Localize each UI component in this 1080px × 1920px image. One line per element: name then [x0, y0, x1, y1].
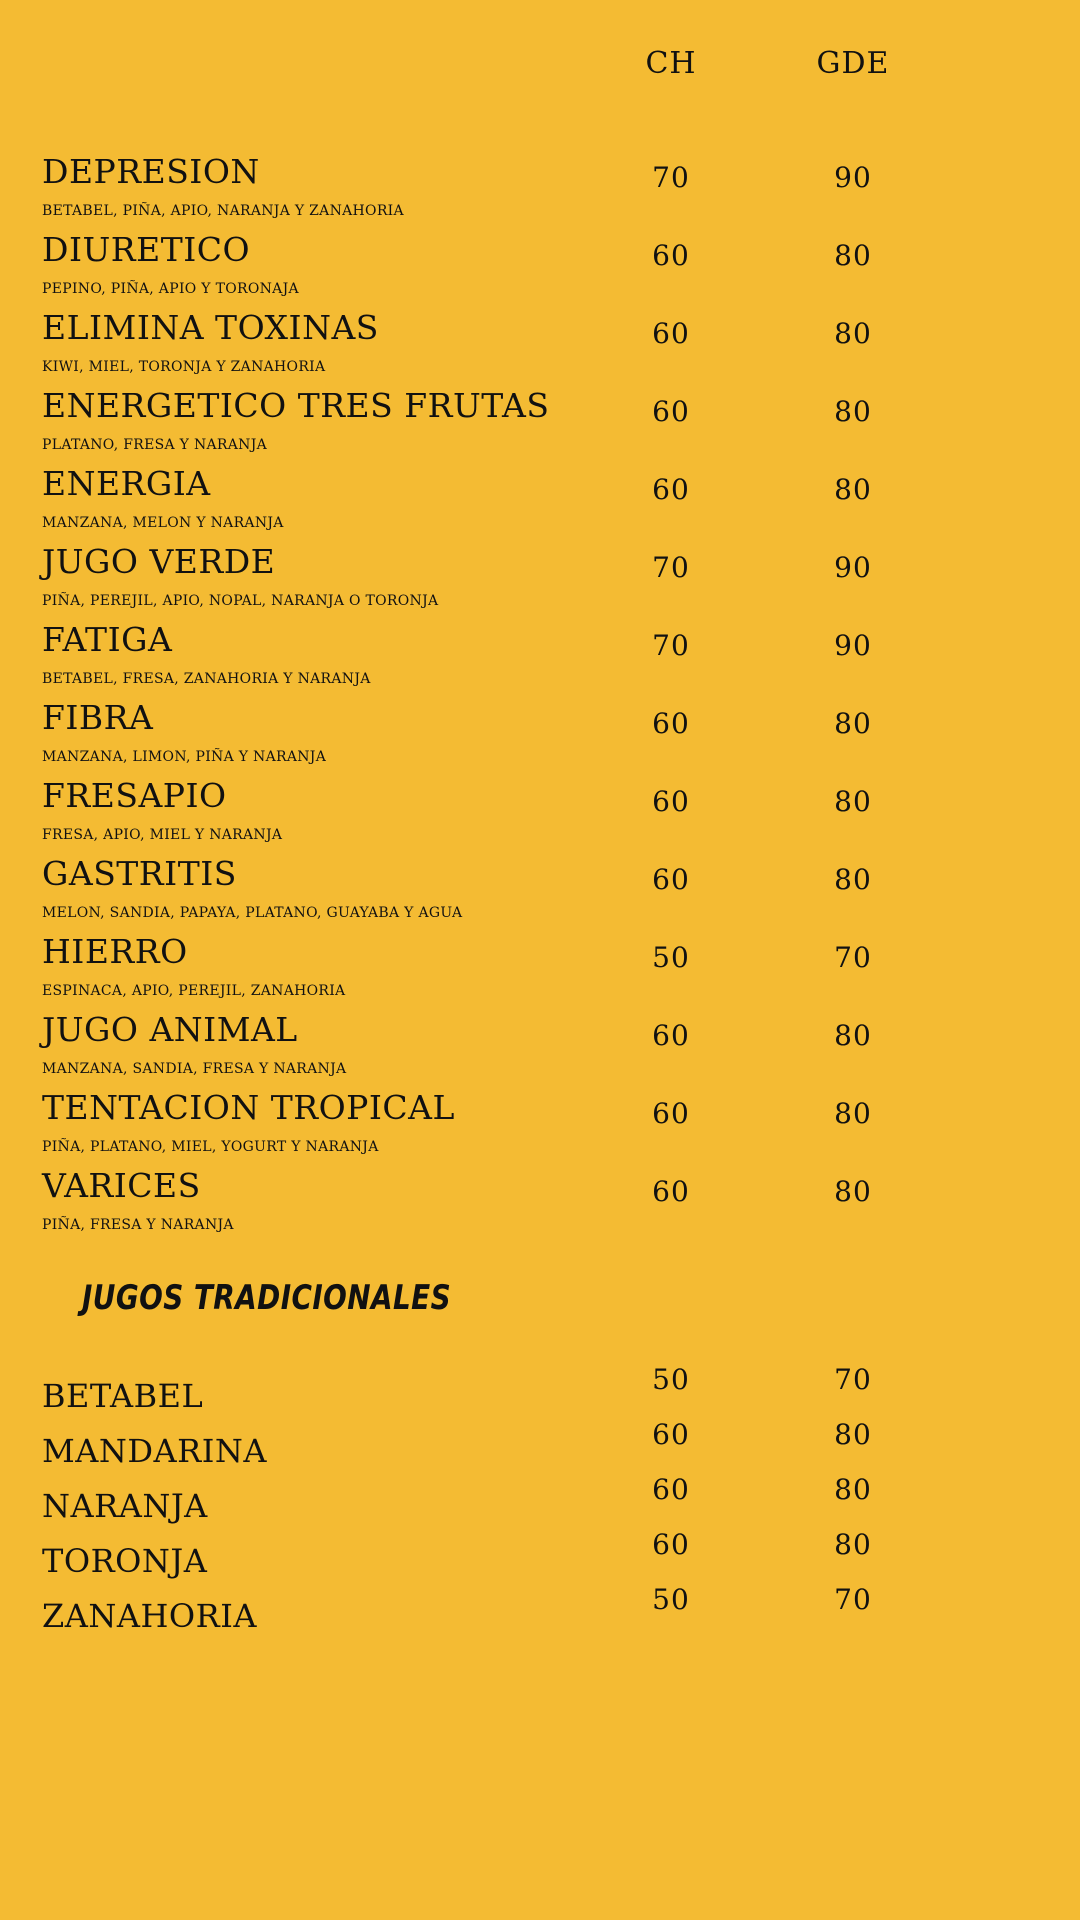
juice-ingredients: ESPINACA, APIO, PEREJIL, ZANAHORIA	[42, 983, 346, 999]
juice-name: HIERRO	[42, 932, 188, 971]
price-ch: 60	[652, 473, 690, 506]
price-gde: 90	[834, 551, 872, 584]
price-ch: 60	[652, 395, 690, 428]
price-ch: 70	[652, 629, 690, 662]
juice-name: DIURETICO	[42, 230, 251, 269]
column-header-ch: CH	[645, 46, 697, 81]
price-gde: 80	[834, 1175, 872, 1208]
juice-item-varices	[0, 1166, 1080, 1244]
price-gde: 90	[834, 629, 872, 662]
juice-ingredients: MANZANA, MELON Y NARANJA	[42, 515, 284, 531]
traditional-name: TORONJA	[42, 1542, 208, 1580]
juice-item-fresapio	[0, 776, 1080, 854]
juice-ingredients: MANZANA, LIMON, PIÑA Y NARANJA	[42, 749, 327, 765]
traditional-juice-list	[0, 1363, 1080, 1647]
juice-name: JUGO ANIMAL	[42, 1010, 298, 1049]
juice-name: FATIGA	[42, 620, 173, 659]
juice-item-fibra	[0, 698, 1080, 776]
juice-ingredients: BETABEL, PIÑA, APIO, NARANJA Y ZANAHORIA	[42, 203, 404, 219]
price-gde: 80	[834, 785, 872, 818]
juice-ingredients: PEPINO, PIÑA, APIO Y TORONAJA	[42, 281, 299, 297]
juice-item-energia	[0, 464, 1080, 542]
price-gde: 70	[834, 941, 872, 974]
traditional-name: NARANJA	[42, 1487, 208, 1525]
juice-ingredients: MELON, SANDIA, PAPAYA, PLATANO, GUAYABA Y AGUA	[42, 905, 463, 921]
juice-list	[0, 152, 1080, 1244]
price-gde: 90	[834, 161, 872, 194]
price-gde: 80	[834, 707, 872, 740]
juice-item-energetico-tres-frutas	[0, 386, 1080, 464]
price-ch: 70	[652, 551, 690, 584]
juice-name: ELIMINA TOXINAS	[42, 308, 379, 347]
juice-item-hierro	[0, 932, 1080, 1010]
juice-name: ENERGETICO TRES FRUTAS	[42, 386, 550, 425]
juice-ingredients: MANZANA, SANDIA, FRESA Y NARANJA	[42, 1061, 347, 1077]
juice-name: GASTRITIS	[42, 854, 237, 893]
juice-item-jugo-verde	[0, 542, 1080, 620]
juice-name: JUGO VERDE	[42, 542, 276, 581]
price-ch: 60	[652, 1473, 690, 1506]
traditional-name: MANDARINA	[42, 1432, 267, 1470]
price-ch: 70	[652, 161, 690, 194]
juice-name: ENERGIA	[42, 464, 211, 503]
juice-item-gastritis	[0, 854, 1080, 932]
juice-name: TENTACION TROPICAL	[42, 1088, 455, 1127]
price-gde: 80	[834, 1418, 872, 1451]
traditional-item-zanahoria	[0, 1583, 1080, 1647]
juice-item-depresion	[0, 152, 1080, 230]
juice-ingredients: PIÑA, PLATANO, MIEL, YOGURT Y NARANJA	[42, 1139, 379, 1155]
section-title-traditional: JUGOS TRADICIONALES	[82, 1278, 452, 1318]
price-ch: 60	[652, 317, 690, 350]
price-ch: 60	[652, 1528, 690, 1561]
price-ch: 60	[652, 707, 690, 740]
price-gde: 80	[834, 1097, 872, 1130]
price-gde: 80	[834, 863, 872, 896]
juice-name: FRESAPIO	[42, 776, 227, 815]
price-ch: 50	[652, 941, 690, 974]
price-gde: 80	[834, 473, 872, 506]
price-ch: 60	[652, 785, 690, 818]
price-gde: 70	[834, 1583, 872, 1616]
price-ch: 60	[652, 863, 690, 896]
juice-ingredients: BETABEL, FRESA, ZANAHORIA Y NARANJA	[42, 671, 371, 687]
juice-ingredients: PLATANO, FRESA Y NARANJA	[42, 437, 268, 453]
juice-ingredients: KIWI, MIEL, TORONJA Y ZANAHORIA	[42, 359, 326, 375]
juice-item-jugo-animal	[0, 1010, 1080, 1088]
price-ch: 60	[652, 1418, 690, 1451]
juice-name: DEPRESION	[42, 152, 260, 191]
juice-ingredients: FRESA, APIO, MIEL Y NARANJA	[42, 827, 283, 843]
juice-item-elimina-toxinas	[0, 308, 1080, 386]
juice-item-tentacion-tropical	[0, 1088, 1080, 1166]
traditional-name: ZANAHORIA	[42, 1597, 257, 1635]
juice-ingredients: PIÑA, FRESA Y NARANJA	[42, 1217, 234, 1233]
juice-name: VARICES	[42, 1166, 201, 1205]
price-gde: 80	[834, 1019, 872, 1052]
price-gde: 80	[834, 395, 872, 428]
price-ch: 50	[652, 1583, 690, 1616]
price-gde: 80	[834, 1473, 872, 1506]
price-gde: 80	[834, 317, 872, 350]
juice-name: FIBRA	[42, 698, 154, 737]
juice-item-fatiga	[0, 620, 1080, 698]
juice-ingredients: PIÑA, PEREJIL, APIO, NOPAL, NARANJA O TORONJA	[42, 593, 439, 609]
price-ch: 60	[652, 1097, 690, 1130]
price-ch: 50	[652, 1363, 690, 1396]
price-ch: 60	[652, 1019, 690, 1052]
price-gde: 80	[834, 1528, 872, 1561]
price-gde: 80	[834, 239, 872, 272]
traditional-name: BETABEL	[42, 1377, 204, 1415]
price-ch: 60	[652, 1175, 690, 1208]
column-header-gde: GDE	[816, 46, 890, 81]
price-ch: 60	[652, 239, 690, 272]
juice-item-diuretico	[0, 230, 1080, 308]
price-gde: 70	[834, 1363, 872, 1396]
